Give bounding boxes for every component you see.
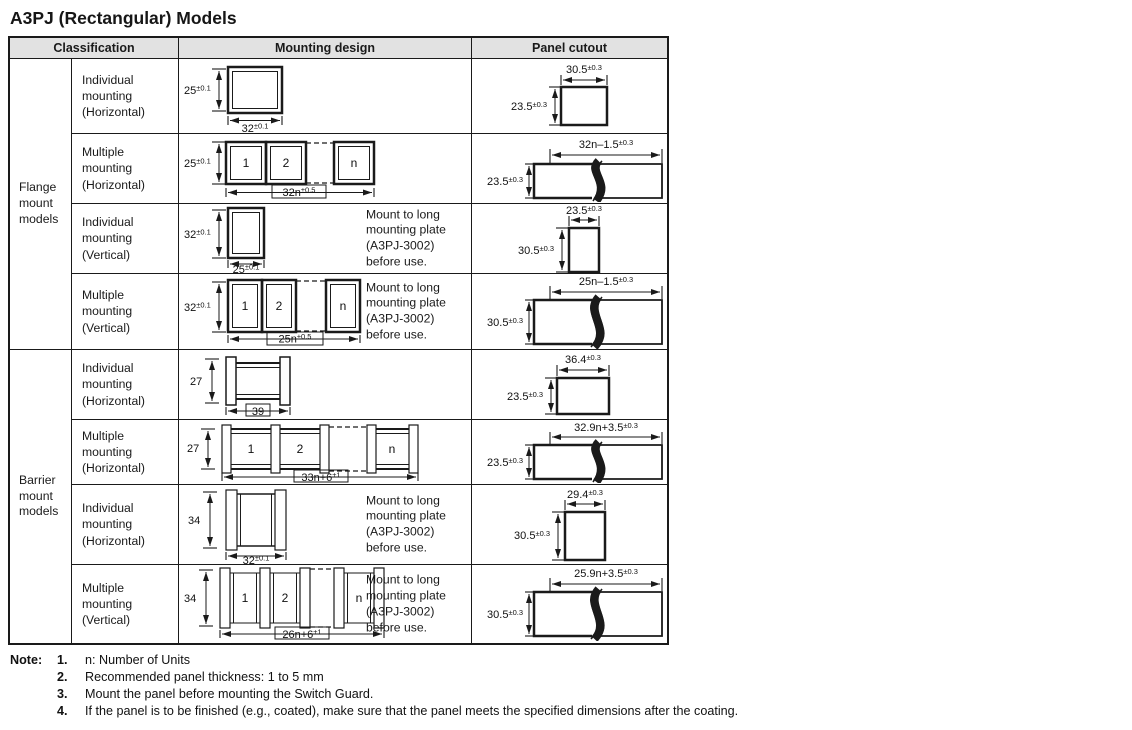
cutout-height: $30.5^{\pm 0.3}$ — [486, 608, 523, 621]
mounting-cell — [179, 274, 472, 350]
dim-height: $32^{\pm 0.1}$ — [184, 227, 211, 241]
mounting-cell — [179, 134, 472, 204]
cutout-cell — [472, 59, 667, 134]
panel-cutout-diagram — [477, 61, 662, 131]
col-header-classification: Classification — [10, 38, 179, 59]
cutout-cell — [472, 420, 667, 485]
classification-cell — [72, 485, 179, 565]
cutout-width: $32n-1.5^{\pm 0.3}$ — [578, 137, 633, 151]
cutout-width: $32.9n+3.5^{\pm 0.3}$ — [573, 421, 638, 434]
cutout-cell — [472, 274, 667, 350]
mounting-note: Mount to long mounting plate (A3PJ-3002) before use. — [366, 492, 446, 555]
cutout-height: $23.5^{\pm 0.3}$ — [511, 100, 547, 113]
note-number: 3. — [57, 687, 68, 701]
cutout-width: $25n-1.5^{\pm 0.3}$ — [578, 274, 633, 288]
cutout-width: $36.4^{\pm 0.3}$ — [565, 352, 601, 366]
dim-height: 27 — [190, 375, 203, 388]
note-text: If the panel is to be finished (e.g., coated), make sure that the panel meets the specified dimensions after the coating. — [85, 704, 739, 718]
unit-box-n: n — [350, 155, 358, 170]
classification-cell — [72, 204, 179, 274]
cutout-cell — [472, 485, 667, 565]
classification-label: Multiple mounting (Horizontal) — [82, 145, 145, 192]
panel-cutout-diagram — [474, 567, 666, 641]
panel-cutout-diagram — [477, 487, 662, 563]
note-label: Note: — [10, 653, 43, 667]
classification-label: Multiple mounting (Vertical) — [82, 288, 133, 335]
panel-cutout-diagram — [474, 275, 666, 349]
note-line — [10, 669, 1132, 686]
cutout-width: $29.4^{\pm 0.3}$ — [567, 487, 603, 501]
unit-box-1: 1 — [241, 591, 249, 605]
unit-box-2: 2 — [275, 298, 283, 313]
classification-label: Multiple mounting (Horizontal) — [82, 428, 145, 476]
mounting-diagram — [182, 351, 322, 419]
cutout-cell — [472, 204, 667, 274]
cutout-width: $30.5^{\pm 0.3}$ — [566, 63, 602, 76]
classification-label: Individual mounting (Horizontal) — [82, 361, 145, 408]
note-line — [10, 652, 1132, 669]
unit-box-2: 2 — [282, 155, 290, 170]
unit-box-n: n — [388, 442, 396, 456]
mounting-diagram — [182, 59, 312, 133]
classification-label: Individual mounting (Horizontal) — [82, 501, 145, 548]
dim-height: $32^{\pm 0.1}$ — [184, 300, 211, 314]
note-number: 1. — [57, 653, 68, 667]
unit-box-1: 1 — [241, 298, 249, 313]
mounting-cell — [179, 59, 472, 134]
cutout-height: $30.5^{\pm 0.3}$ — [518, 243, 554, 257]
mounting-cell — [179, 420, 472, 485]
cutout-height: $30.5^{\pm 0.3}$ — [486, 315, 523, 329]
classification-cell — [72, 274, 179, 350]
cutout-width: $25.9n+3.5^{\pm 0.3}$ — [573, 567, 638, 580]
note-text: Mount the panel before mounting the Switch Guard. — [85, 687, 374, 701]
note-text: Recommended panel thickness: 1 to 5 mm — [85, 670, 324, 684]
unit-box-n: n — [355, 591, 363, 605]
mounting-cell — [179, 350, 472, 420]
classification-label: Individual mounting (Horizontal) — [82, 72, 145, 120]
classification-label: Individual mounting (Vertical) — [82, 215, 134, 262]
dim-width: 39 — [251, 405, 265, 418]
panel-cutout-diagram — [474, 136, 666, 202]
cutout-height: $23.5^{\pm 0.3}$ — [507, 389, 543, 403]
mounting-diagram — [182, 276, 372, 348]
dim-width: $32n^{\pm 0.5}$ — [282, 185, 316, 199]
cutout-height: $23.5^{\pm 0.3}$ — [486, 456, 523, 469]
mounting-diagram — [182, 486, 322, 564]
mounting-diagram — [182, 204, 332, 274]
mounting-cell — [179, 565, 472, 643]
panel-cutout-diagram — [477, 204, 662, 274]
dim-height: $25^{\pm 0.1}$ — [184, 156, 211, 170]
col-header-mounting-design: Mounting design — [179, 38, 472, 59]
mounting-note: Mount to long mounting plate (A3PJ-3002) before use. — [366, 572, 446, 634]
note-line — [10, 686, 1132, 703]
mounting-note: Mount to long mounting plate (A3PJ-3002) before use. — [366, 279, 446, 342]
classification-cell — [72, 59, 179, 134]
cutout-height: $23.5^{\pm 0.3}$ — [486, 174, 523, 188]
dim-height: 34 — [184, 593, 197, 605]
unit-box-n: n — [339, 298, 347, 313]
classification-cell — [72, 565, 179, 643]
unit-box-1: 1 — [247, 442, 255, 456]
note-number: 4. — [57, 704, 68, 718]
classification-cell — [72, 134, 179, 204]
classification-cell — [72, 420, 179, 485]
dim-height: 34 — [188, 514, 201, 527]
col-header-panel-cutout: Panel cutout — [472, 38, 667, 59]
notes-section — [10, 652, 1132, 720]
mounting-cell — [179, 204, 472, 274]
models-table — [8, 36, 669, 645]
unit-box-2: 2 — [296, 442, 304, 456]
dim-width: $32^{\pm 0.1}$ — [242, 553, 270, 564]
mounting-diagram — [182, 136, 382, 202]
dim-height: 27 — [187, 443, 200, 455]
page-title: A3PJ (Rectangular) Models — [10, 8, 237, 28]
dim-width: $26n+6^{\pm 1}$ — [282, 627, 322, 641]
cutout-cell — [472, 134, 667, 204]
mounting-cell — [179, 485, 472, 565]
dim-width: $25n^{\pm 0.5}$ — [278, 331, 312, 345]
mounting-diagram — [182, 421, 427, 483]
classification-label: Multiple mounting (Vertical) — [82, 580, 133, 628]
dim-width: $25^{\pm 0.1}$ — [232, 262, 260, 274]
unit-box-1: 1 — [242, 155, 250, 170]
panel-cutout-diagram — [477, 352, 662, 418]
dim-width: $32^{\pm 0.1}$ — [241, 121, 269, 133]
note-number: 2. — [57, 670, 68, 684]
cutout-cell — [472, 565, 667, 643]
mounting-diagram — [182, 566, 397, 642]
group-label-barrier: Barrier mount models — [10, 350, 72, 643]
note-line — [10, 703, 1132, 720]
cutout-cell — [472, 350, 667, 420]
group-label-flange: Flange mount models — [10, 59, 72, 350]
cutout-width: $23.5^{\pm 0.3}$ — [566, 203, 602, 217]
cutout-height: $30.5^{\pm 0.3}$ — [514, 528, 550, 542]
note-text: n: Number of Units — [85, 653, 190, 667]
panel-cutout-diagram — [474, 421, 666, 483]
classification-cell — [72, 350, 179, 420]
dim-height: $25^{\pm 0.1}$ — [184, 83, 211, 97]
dim-width: $33n+6^{\pm 1}$ — [301, 470, 341, 483]
mounting-note: Mount to long mounting plate (A3PJ-3002) before use. — [366, 206, 446, 269]
unit-box-2: 2 — [281, 591, 289, 605]
